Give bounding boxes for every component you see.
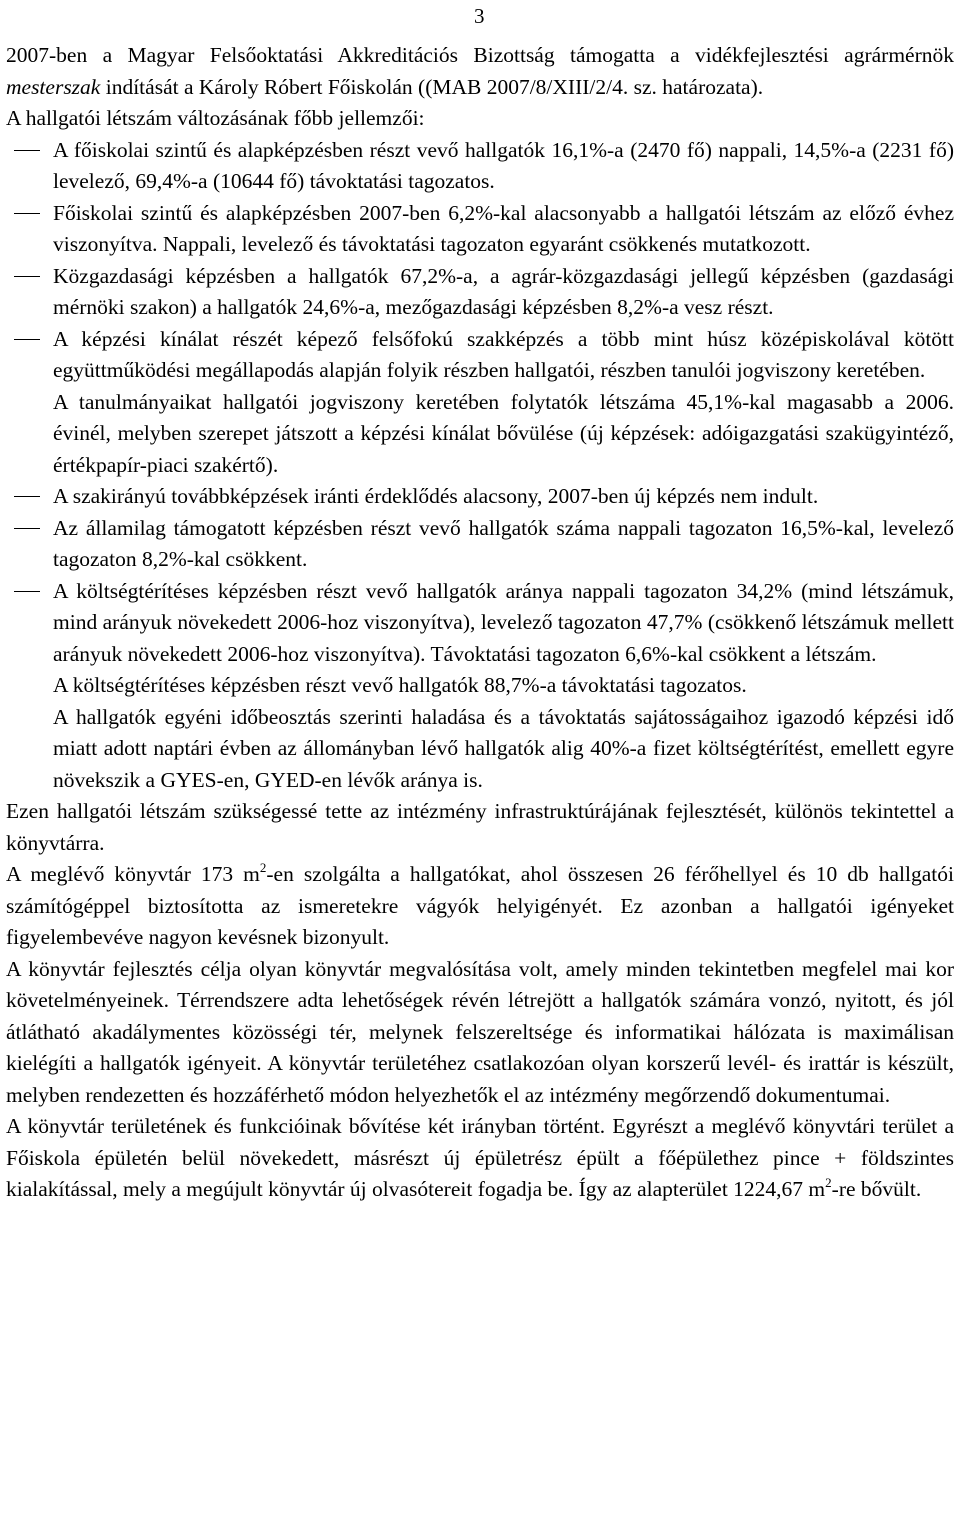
p4-text-a: A könyvtár területének és funkcióinak bővítése két irányban történt. Egyrészt a meglévő könyvtári terület a Főiskola épületén belül növekedett, másrészt új épületrész épült a főépülethez pince + földszintes kialakítással, mely a megújult könyvtár új olvasótereit fogadja be. Így az alapterület 1224,67 m [6, 1114, 954, 1201]
intro-emphasis: mesterszak [6, 74, 101, 99]
paragraph-old-library [6, 859, 954, 954]
paragraph-library-expansion [6, 1111, 954, 1206]
paragraph-infrastructure: Ezen hallgatói létszám szükségessé tette az intézmény infrastruktúrájának fejlesztését, különös tekintettel a könyvtárra. [6, 799, 954, 855]
list-item [6, 576, 954, 671]
p2-superscript: 2 [259, 860, 267, 875]
list-item-continuation: A költségtérítéses képzésben részt vevő hallgatók 88,7%-a távoktatási tagozatos. [53, 673, 747, 697]
list-item-text: A szakirányú továbbképzések iránti érdeklődés alacsony, 2007-ben új képzés nem indult. [53, 484, 819, 508]
intro-paragraph [6, 40, 954, 103]
paragraph-library-goal: A könyvtár fejlesztés célja olyan könyvtár megvalósítása volt, amely minden tekintetben megfelel mai kor követelményeinek. Térrendszere adta lehetőségek révén létrejött a hallgatók számára vonzó, nyitott, és jól átlátható akadálymentes közösségi tér, melynek felszereltsége és informatikai hálózata is maximálisan kielégíti a hallgatók igényeit. A könyvtár területéhez csatlakozóan olyan korszerű levél- és irattár is készült, melyben rendezetten és hozzáférhető módon helyezhetők el az intézmény megőrzendő dokumentumai. [6, 956, 954, 1107]
list-item [6, 135, 954, 198]
list-item [6, 481, 954, 513]
page-number: 3 [474, 4, 485, 28]
list-item-continuation: A tanulmányaikat hallgatói jogviszony keretében folytatók létszáma 45,1%-kal magasabb a 2006. évinél, melyben szerepet játszott a képzési kínálat bővülése (új képzések: adóigazgatási szakügyintéző, értékpapír-piaci szakértő). [53, 389, 954, 477]
p4-superscript: 2 [825, 1175, 832, 1190]
intro-text-b: indítását a Károly Róbert Főiskolán ((MAB 2007/8/XIII/2/4. sz. határozata). [100, 74, 764, 99]
list-item-text: Főiskolai szintű és alapképzésben 2007-ben 6,2%-kal alacsonyabb a hallgatói létszám az előző évhez viszonyítva. Nappali, levelező és távoktatási tagozaton egyaránt csökkenés mutatkozott. [53, 200, 954, 256]
p2-text-b: -en szolgálta a hallgatókat, ahol összesen 26 férőhellyel és 10 db hallgatói számítógéppel biztosította az ismeretekre vágyók helyigényét. Ez azonban a hallgatói igényeket figyelembevéve nagyon kevésnek bizonyult. [6, 862, 954, 949]
list-item [6, 513, 954, 576]
list-item-text: A költségtérítéses képzésben részt vevő hallgatók aránya nappali tagozaton 34,2% (mind létszámuk, mind arányuk növekedett 2006-hoz viszonyítva), levelező tagozaton 47,7% (csökkenő létszámuk mellett arányuk növekedett 2006-hoz viszonyítva). Távoktatási tagozaton 6,6%-kal csökkent a létszám. [53, 578, 954, 666]
list-item [6, 261, 954, 324]
list-item [6, 198, 954, 261]
p2-text-a: A meglévő könyvtár 173 m [6, 862, 260, 886]
bullet-list [6, 135, 954, 797]
list-item-text: A képzési kínálat részét képező felsőfokú szakképzés a több mint húsz középiskolával kötött együttműködési megállapodás alapján folyik részben hallgatói, részben tanulói jogviszony keretében. [53, 326, 954, 382]
list-item-text: Az államilag támogatott képzésben részt vevő hallgatók száma nappali tagozaton 16,5%-kal, levelező tagozaton 8,2%-kal csökkent. [53, 515, 954, 571]
intro-text-a: 2007-ben a Magyar Felsőoktatási Akkreditációs Bizottság támogatta a vidékfejlesztési agrármérnök [6, 43, 954, 67]
list-item-continuation: A hallgatók egyéni időbeosztás szerinti haladása és a távoktatás sajátosságaihoz igazodó képzési idő miatt adott naptári évben az állományban lévő hallgatók alig 40%-a fizet költségtérítést, emellett egyre növekszik a GYES-en, GYED-en lévők aránya is. [53, 704, 954, 792]
list-item-text: Közgazdasági képzésben a hallgatók 67,2%-a, a agrár-közgazdasági jellegű képzésben (gazdasági mérnöki szakon) a hallgatók 24,6%-a, mezőgazdasági képzésben 8,2%-a vesz részt. [53, 263, 954, 319]
document-body [6, 40, 954, 1206]
list-lead: A hallgatói létszám változásának főbb jellemzői: [6, 106, 425, 130]
p4-text-b: -re bővült. [831, 1177, 922, 1201]
list-item-text: A főiskolai szintű és alapképzésben részt vevő hallgatók 16,1%-a (2470 fő) nappali, 14,5%-a (2231 fő) levelező, 69,4%-a (10644 fő) távoktatási tagozatos. [53, 137, 954, 193]
list-item [6, 324, 954, 387]
